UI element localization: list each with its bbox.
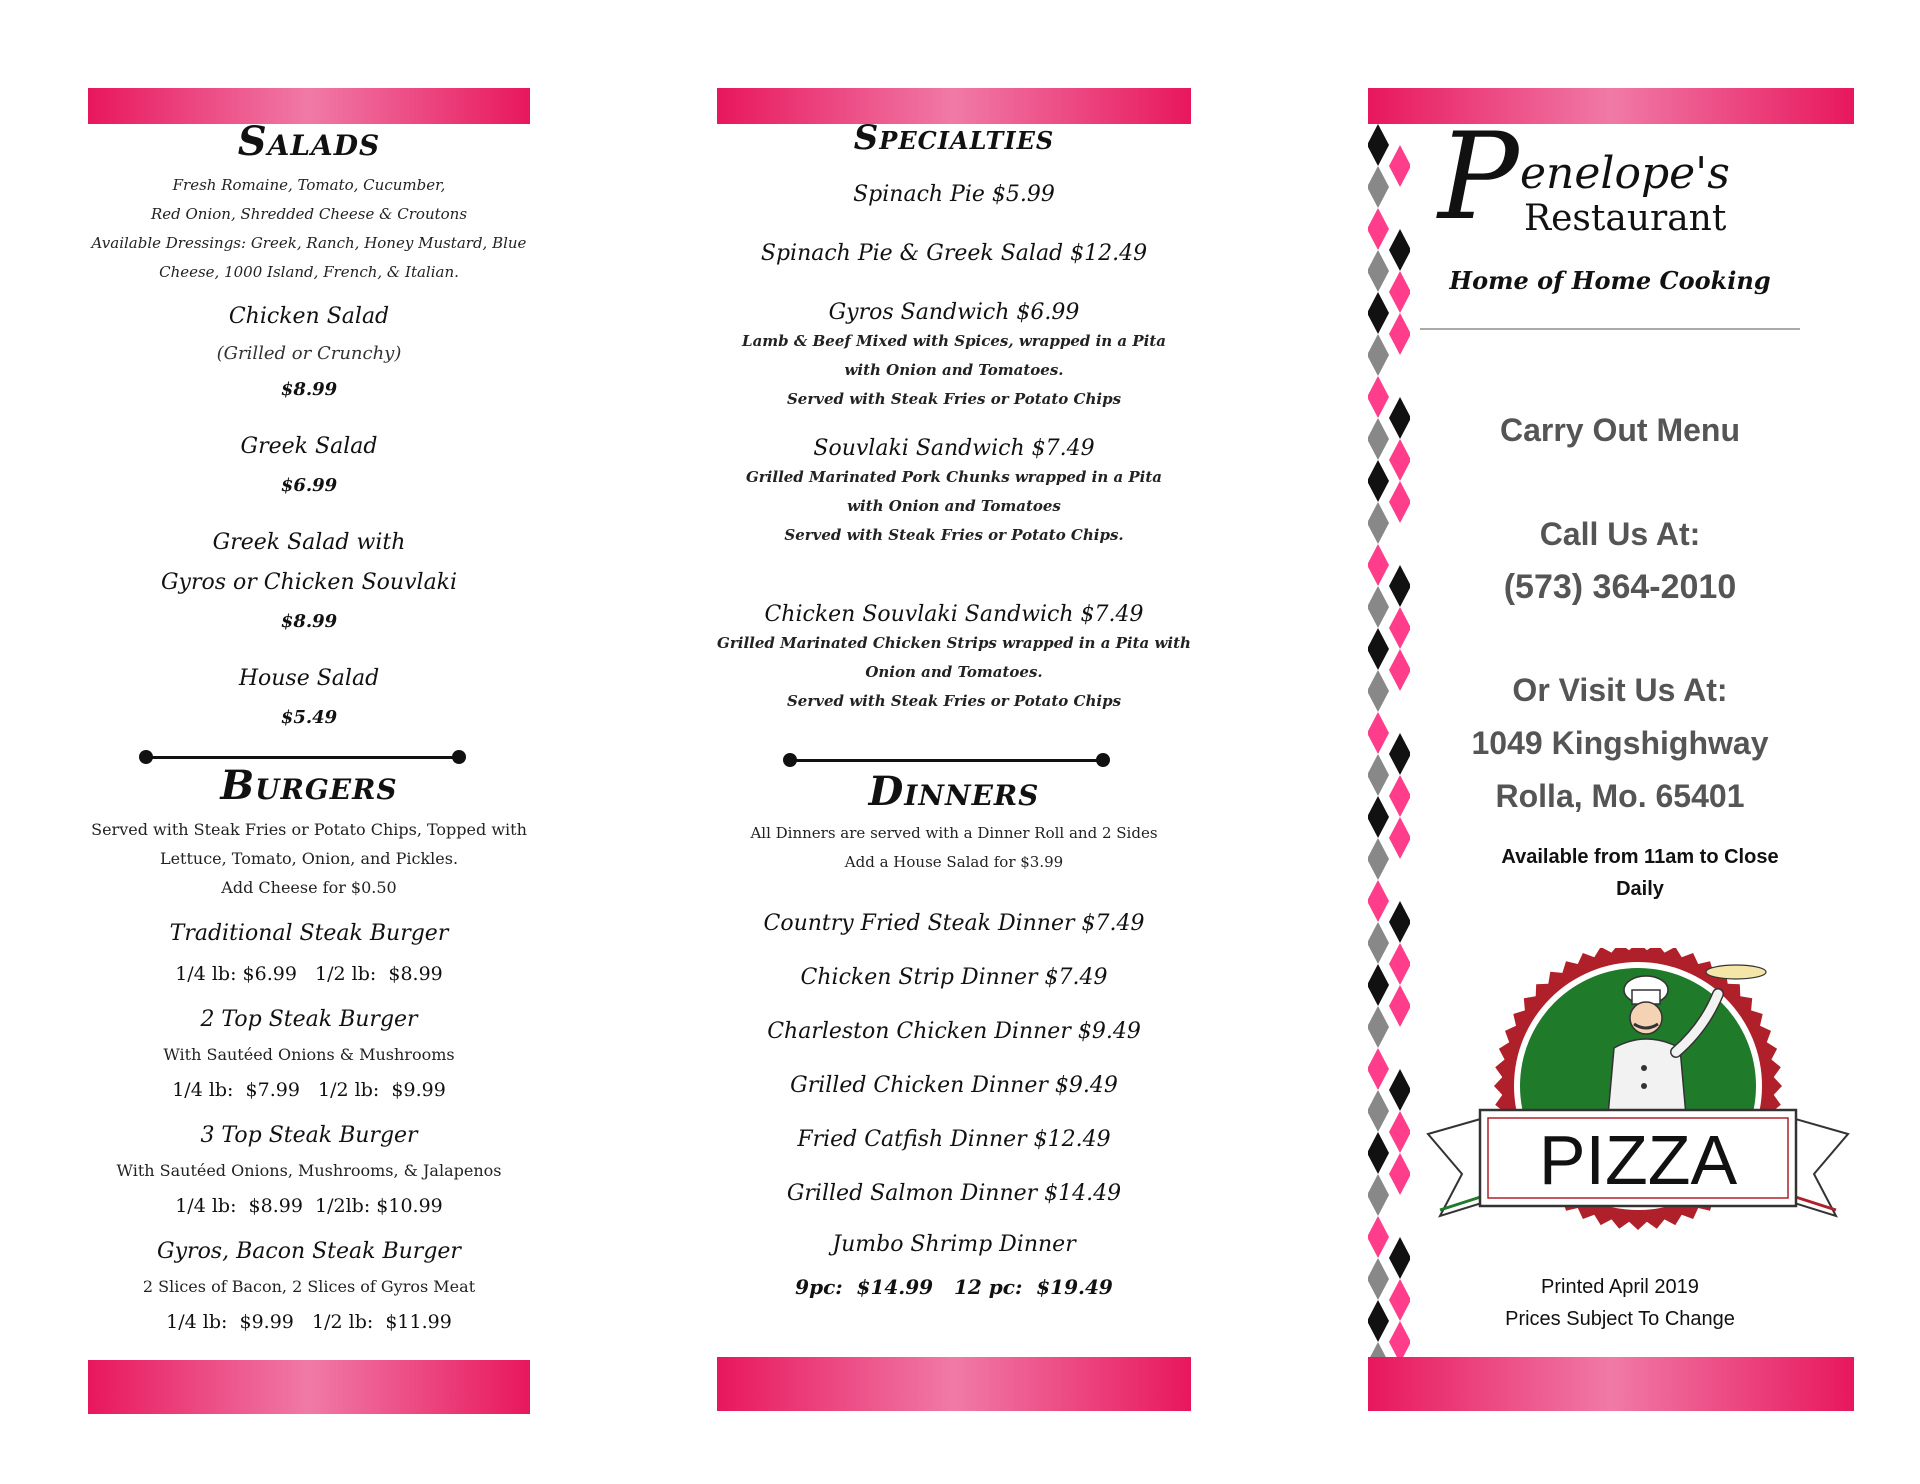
section-divider (790, 759, 1103, 762)
item-name: Greek Salad with (212, 530, 406, 555)
diamond-tile (1368, 754, 1389, 796)
desc-line: Add a House Salad for $3.99 (844, 853, 1064, 871)
bottom-band-right (1368, 1357, 1854, 1411)
diamond-tile (1368, 460, 1389, 502)
diamond-tile (1368, 628, 1389, 670)
restaurant-logo (1438, 108, 1818, 248)
item-price: $8.99 (280, 611, 338, 632)
diamond-tile (1389, 985, 1410, 1027)
diamond-tile (1368, 334, 1389, 376)
diamond-tile (1368, 964, 1389, 1006)
item-name: 3 Top Steak Burger (200, 1123, 418, 1148)
diamond-tile (1368, 1342, 1389, 1357)
diamond-tile (1368, 838, 1389, 880)
printed-date: Printed April 2019 (1541, 1276, 1699, 1298)
diamond-tile (1389, 1237, 1410, 1279)
diamond-tile (1389, 1321, 1410, 1357)
dinners-description (717, 819, 1191, 877)
phone-number: (573) 364-2010 (1503, 568, 1737, 606)
item-name: Greek Salad (240, 434, 378, 459)
diamond-tile (1389, 271, 1410, 313)
logo-initial: P (1438, 108, 1519, 247)
item-name: Gyros, Bacon Steak Burger (157, 1239, 461, 1264)
diamond-tile (1368, 208, 1389, 250)
diamond-tile (1389, 775, 1410, 817)
item-price: $8.99 (280, 379, 338, 400)
menu-item (88, 1232, 530, 1342)
item-name: Grilled Salmon Dinner $14.49 (786, 1181, 1122, 1206)
salads-section (88, 118, 530, 737)
diamond-tile (1368, 670, 1389, 712)
diamond-tile (1389, 691, 1410, 733)
item-name: Chicken Strip Dinner $7.49 (800, 965, 1108, 990)
bottom-band-left (88, 1360, 530, 1414)
diamond-tile (1389, 355, 1410, 397)
salads-description (88, 171, 530, 287)
item-price: 9pc: $14.99 12 pc: $19.49 (795, 1275, 1113, 1299)
diamond-tile (1368, 1090, 1389, 1132)
diamond-tile (1368, 796, 1389, 838)
diamond-tile (1368, 1048, 1389, 1090)
menu-item (88, 427, 530, 505)
item-price: $5.49 (280, 707, 338, 728)
diamond-tile (1368, 1132, 1389, 1174)
diamond-tile (1389, 145, 1410, 187)
item-name: Gyros Sandwich $6.99 (828, 300, 1080, 325)
menu-item (88, 659, 530, 737)
diamond-tile (1389, 397, 1410, 439)
item-name: Spinach Pie & Greek Salad $12.49 (760, 241, 1148, 266)
item-name: House Salad (238, 666, 380, 691)
diamond-tile (1368, 586, 1389, 628)
pizza-chef-emblem (1418, 948, 1858, 1248)
item-name: 2 Top Steak Burger (200, 1007, 418, 1032)
desc-line: Available Dressings: Greek, Ranch, Honey Mustard, Blue (91, 234, 527, 252)
diamond-tile (1368, 1216, 1389, 1258)
desc-line: Lettuce, Tomato, Onion, and Pickles. (159, 849, 459, 868)
dinners-title: Dinners (868, 768, 1040, 815)
desc-line: Served with Steak Fries or Potato Chips. (784, 526, 1124, 544)
desc-line: All Dinners are served with a Dinner Roll and 2 Sides (750, 824, 1158, 842)
diamond-tile (1389, 187, 1410, 229)
diamond-tile (1368, 1006, 1389, 1048)
item-name: Chicken Souvlaki Sandwich $7.49 (764, 602, 1144, 627)
section-divider (146, 756, 459, 759)
dinners-list (717, 897, 1191, 1305)
divider-dot (1096, 753, 1110, 767)
desc-line: Onion and Tomatoes. (865, 663, 1043, 681)
desc-line: Lamb & Beef Mixed with Spices, wrapped in a Pita (742, 332, 1166, 350)
item-name: Spinach Pie $5.99 (853, 182, 1055, 207)
diamond-tile (1389, 481, 1410, 523)
bottom-band-middle (717, 1357, 1191, 1411)
diamond-tile (1389, 1111, 1410, 1153)
call-label: Call Us At: (1539, 516, 1701, 552)
item-name: Chicken Salad (228, 304, 390, 329)
diamond-tile (1368, 376, 1389, 418)
menu-item (88, 523, 530, 641)
desc-line: Add Cheese for $0.50 (221, 878, 397, 897)
diamond-tile (1389, 1069, 1410, 1111)
diamond-tile (1368, 922, 1389, 964)
item-name: Charleston Chicken Dinner $9.49 (767, 1019, 1141, 1044)
carry-out-title: Carry Out Menu (1499, 412, 1741, 448)
diamond-tile (1368, 1174, 1389, 1216)
address-line-2: Rolla, Mo. 65401 (1495, 778, 1745, 814)
tagline: Home of Home Cooking (1449, 266, 1771, 295)
item-description (717, 629, 1191, 716)
desc-line: with Onion and Tomatoes. (844, 361, 1064, 379)
diamond-tile (1368, 544, 1389, 586)
item-price: 1/4 lb: $6.99 1/2 lb: $8.99 (175, 963, 443, 985)
desc-line: Served with Steak Fries or Potato Chips, Topped with (91, 820, 527, 839)
item-description (717, 327, 1191, 414)
item-description: With Sautéed Onions, Mushrooms, & Jalapenos (116, 1161, 502, 1180)
item-subtitle: (Grilled or Crunchy) (216, 343, 402, 364)
desc-line: Cheese, 1000 Island, French, & Italian. (159, 263, 459, 281)
hours-line-2: Daily (1616, 878, 1664, 900)
diamond-tile (1389, 649, 1410, 691)
menu-item (88, 1116, 530, 1226)
diamond-tile (1368, 1258, 1389, 1300)
diamond-tile (1368, 502, 1389, 544)
item-name: Country Fried Steak Dinner $7.49 (763, 911, 1145, 936)
item-description (717, 463, 1191, 550)
diamond-tile (1368, 166, 1389, 208)
burgers-title: Burgers (220, 762, 398, 809)
item-price: 1/4 lb: $7.99 1/2 lb: $9.99 (172, 1079, 446, 1101)
diamond-tile (1368, 712, 1389, 754)
cover-divider (1420, 328, 1800, 330)
diamond-tile (1389, 523, 1410, 565)
diamond-tile (1389, 901, 1410, 943)
item-name: Traditional Steak Burger (169, 921, 449, 946)
address-line-1: 1049 Kingshighway (1471, 725, 1769, 761)
menu-item (88, 914, 530, 994)
menu-item (88, 297, 530, 409)
item-description: 2 Slices of Bacon, 2 Slices of Gyros Meat (142, 1277, 476, 1296)
diamond-tile (1368, 1300, 1389, 1342)
logo-subname: Restaurant (1524, 198, 1727, 239)
salads-title: Salads (237, 118, 381, 165)
hours-line-1: Available from 11am to Close (1501, 846, 1779, 868)
item-name: Souvlaki Sandwich $7.49 (813, 436, 1095, 461)
diamond-pattern-strip (1368, 124, 1410, 1357)
desc-line: Red Onion, Shredded Cheese & Croutons (150, 205, 468, 223)
diamond-tile (1389, 1195, 1410, 1237)
diamond-tile (1389, 229, 1410, 271)
diamond-tile (1368, 292, 1389, 334)
desc-line: Grilled Marinated Chicken Strips wrapped in a Pita with (717, 634, 1191, 652)
dinners-section (717, 768, 1191, 1305)
diamond-tile (1389, 943, 1410, 985)
item-name: Grilled Chicken Dinner $9.49 (790, 1073, 1118, 1098)
desc-line: Grilled Marinated Pork Chunks wrapped in a Pita (745, 468, 1163, 486)
diamond-tile (1368, 124, 1389, 166)
diamond-tile (1389, 439, 1410, 481)
diamond-tile (1389, 859, 1410, 901)
diamond-tile (1389, 817, 1410, 859)
item-name: Jumbo Shrimp Dinner (832, 1232, 1076, 1257)
diamond-tile (1389, 733, 1410, 775)
burgers-description (88, 815, 530, 902)
item-price: 1/4 lb: $9.99 1/2 lb: $11.99 (166, 1311, 452, 1333)
pizza-label: PIZZA (1538, 1121, 1738, 1199)
item-name: Fried Catfish Dinner $12.49 (797, 1127, 1111, 1152)
item-price: $6.99 (280, 475, 338, 496)
desc-line: Served with Steak Fries or Potato Chips (786, 390, 1122, 408)
diamond-tile (1389, 1027, 1410, 1069)
desc-line: with Onion and Tomatoes (847, 497, 1061, 515)
item-name: Gyros or Chicken Souvlaki (160, 570, 458, 595)
desc-line: Served with Steak Fries or Potato Chips (786, 692, 1122, 710)
desc-line: Fresh Romaine, Tomato, Cucumber, (172, 176, 446, 194)
diamond-tile (1389, 565, 1410, 607)
diamond-tile (1389, 1279, 1410, 1321)
diamond-tile (1389, 313, 1410, 355)
diamond-tile (1368, 250, 1389, 292)
item-price: 1/4 lb: $8.99 1/2lb: $10.99 (175, 1195, 443, 1217)
item-description: With Sautéed Onions & Mushrooms (163, 1045, 455, 1064)
logo-name: enelope's (1520, 148, 1730, 199)
diamond-tile (1389, 607, 1410, 649)
menu-item (88, 1000, 530, 1110)
visit-label: Or Visit Us At: (1512, 672, 1728, 708)
diamond-tile (1368, 880, 1389, 922)
specialties-section (717, 118, 1191, 716)
specialties-title: Specialties (853, 118, 1055, 158)
diamond-tile (1389, 1153, 1410, 1195)
prices-note: Prices Subject To Change (1505, 1308, 1735, 1330)
burgers-section (88, 762, 530, 1342)
diamond-tile (1368, 418, 1389, 460)
